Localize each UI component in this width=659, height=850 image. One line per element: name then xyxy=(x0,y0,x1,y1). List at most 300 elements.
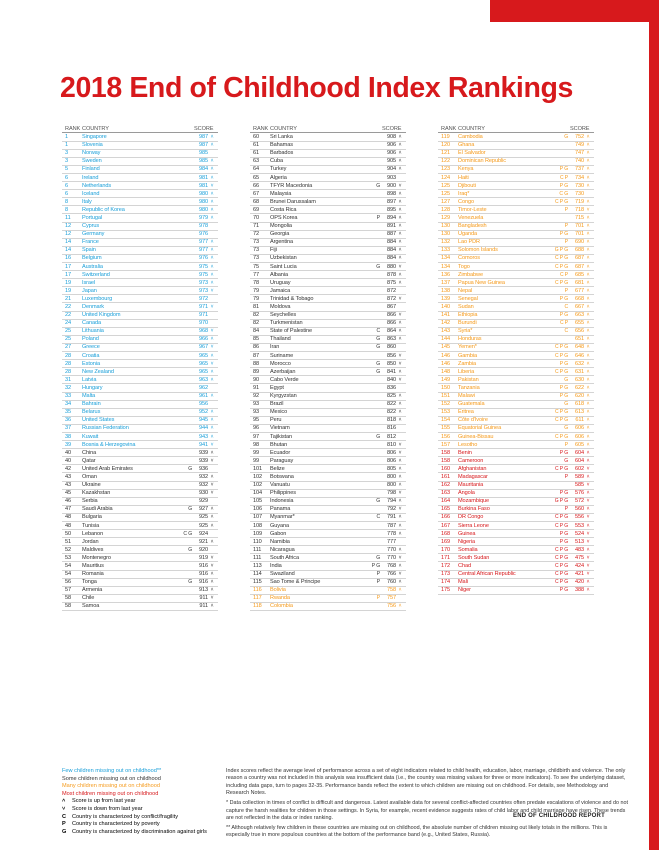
score-cell: 966 xyxy=(198,336,208,343)
score-cell: 976 xyxy=(198,255,208,262)
score-up-icon: ˄ xyxy=(586,320,590,327)
score-up-icon: ˄ xyxy=(586,336,590,343)
country-cell: Mexico xyxy=(270,409,288,416)
rank-cell: 108 xyxy=(253,522,263,529)
country-cell: Cabo Verde xyxy=(270,376,299,383)
score-cell: 777 xyxy=(386,538,396,545)
score-cell: 913 xyxy=(198,587,208,594)
table-row xyxy=(62,368,218,376)
score-cell: 903 xyxy=(386,174,396,181)
score-up-icon: ˄ xyxy=(586,368,590,375)
country-cell: Iraq* xyxy=(458,190,470,197)
score-down-icon: ˅ xyxy=(210,554,214,561)
characterization-flags: P G xyxy=(559,538,568,545)
characterization-flags: C P G xyxy=(554,279,568,286)
score-up-icon: ˄ xyxy=(210,376,214,383)
country-cell: Oman xyxy=(82,473,97,480)
rank-cell: 31 xyxy=(65,376,72,383)
score-cell: 864 xyxy=(386,328,396,335)
score-cell: 475 xyxy=(574,554,584,561)
table-row xyxy=(438,271,594,279)
characterization-flags: P xyxy=(564,473,568,480)
country-cell: Latvia xyxy=(82,376,97,383)
rank-cell: 114 xyxy=(253,571,262,578)
table-row xyxy=(62,190,218,198)
country-cell: Somalia xyxy=(458,546,478,553)
country-cell: Liberia xyxy=(458,368,475,375)
country-cell: South Sudan xyxy=(458,554,490,561)
table-row xyxy=(438,425,594,433)
table-row xyxy=(250,134,406,142)
score-up-icon: ˄ xyxy=(586,457,590,464)
country-cell: Bahamas xyxy=(270,142,293,149)
rank-cell: 79 xyxy=(253,287,260,294)
rank-cell: 161 xyxy=(441,473,451,480)
score-up-icon: ˄ xyxy=(586,401,590,408)
table-row xyxy=(62,328,218,336)
score-cell: 756 xyxy=(386,603,396,610)
rank-cell: 75 xyxy=(253,263,260,270)
table-row xyxy=(62,271,218,279)
characterization-flags: P G xyxy=(371,563,380,570)
score-up-icon: ˄ xyxy=(210,571,214,578)
score-cell: 987 xyxy=(198,142,208,149)
rank-cell: 22 xyxy=(65,312,72,319)
score-down-icon: ˅ xyxy=(210,595,214,602)
rank-cell: 24 xyxy=(65,320,72,327)
country-cell: Belgium xyxy=(82,255,102,262)
characterization-flags: G xyxy=(564,457,568,464)
rank-cell: 57 xyxy=(65,587,72,594)
rank-cell: 3 xyxy=(65,150,69,157)
country-header: COUNTRY xyxy=(82,126,109,132)
country-cell: Spain xyxy=(82,247,96,254)
rank-cell: 12 xyxy=(65,223,72,230)
rank-cell: 153 xyxy=(441,409,451,416)
characterization-flags: C xyxy=(376,328,380,335)
score-up-icon: ˄ xyxy=(398,336,402,343)
score-up-icon: ˄ xyxy=(210,158,214,165)
table-row xyxy=(438,538,594,546)
score-cell: 906 xyxy=(386,142,396,149)
country-cell: Cyprus xyxy=(82,223,100,230)
score-up-icon: ˄ xyxy=(398,393,402,400)
score-cell: 911 xyxy=(199,595,208,602)
score-cell: 968 xyxy=(198,328,208,335)
country-cell: Nicaragua xyxy=(270,546,295,553)
country-cell: Uganda xyxy=(458,231,477,238)
score-cell: 622 xyxy=(574,384,584,391)
rank-cell: 6 xyxy=(65,174,69,181)
score-cell: 740 xyxy=(574,158,584,165)
rank-cell: 146 xyxy=(441,360,451,367)
ranking-column-2 xyxy=(250,124,406,611)
score-down-icon: ˅ xyxy=(398,360,402,367)
country-cell: Afghanistan xyxy=(458,465,487,472)
rank-cell: 97 xyxy=(253,433,260,440)
table-row xyxy=(250,287,406,295)
rank-cell: 6 xyxy=(65,190,69,197)
characterization-flags: C xyxy=(376,514,380,521)
rank-cell: 79 xyxy=(253,295,260,302)
legend-key-item xyxy=(62,798,212,806)
rank-cell: 17 xyxy=(65,263,72,270)
score-up-icon: ˄ xyxy=(586,393,590,400)
score-cell: 863 xyxy=(386,336,396,343)
top-red-bar xyxy=(490,0,659,22)
country-cell: Gabon xyxy=(270,530,287,537)
rank-cell: 175 xyxy=(441,587,451,594)
table-row xyxy=(438,433,594,441)
score-cell: 687 xyxy=(574,255,584,262)
characterization-flags: G xyxy=(564,376,568,383)
score-cell: 604 xyxy=(574,457,584,464)
country-cell: Peru xyxy=(270,417,282,424)
score-up-icon: ˄ xyxy=(586,304,590,311)
characterization-flags: G xyxy=(564,425,568,432)
score-cell: 878 xyxy=(386,271,396,278)
table-row xyxy=(438,562,594,570)
characterization-flags: G xyxy=(376,344,380,351)
rank-cell: 56 xyxy=(65,579,72,586)
rank-cell: 66 xyxy=(253,182,260,189)
score-cell: 962 xyxy=(198,384,208,391)
score-up-icon: ˄ xyxy=(398,198,402,205)
country-cell: Brunei Darussalam xyxy=(270,198,316,205)
country-cell: Namibia xyxy=(270,538,290,545)
rank-cell: 81 xyxy=(253,304,260,311)
table-row xyxy=(250,401,406,409)
table-row xyxy=(250,247,406,255)
rank-cell: 167 xyxy=(441,522,451,529)
score-cell: 925 xyxy=(198,514,208,521)
characterization-flags: C xyxy=(564,304,568,311)
score-cell: 897 xyxy=(386,198,396,205)
score-cell: 856 xyxy=(386,352,396,359)
table-row xyxy=(62,554,218,562)
score-up-icon: ˄ xyxy=(586,360,590,367)
table-row xyxy=(250,449,406,457)
score-up-icon: ˄ xyxy=(210,514,214,521)
rank-header: RANK xyxy=(441,126,457,132)
score-up-icon: ˄ xyxy=(586,214,590,221)
rank-cell: 3 xyxy=(65,158,69,165)
score-up-icon: ˄ xyxy=(398,457,402,464)
country-cell: China xyxy=(82,449,97,456)
score-cell: 715 xyxy=(574,214,584,221)
score-up-icon: ˄ xyxy=(586,150,590,157)
table-row xyxy=(62,401,218,409)
characterization-flags: P G xyxy=(559,360,568,367)
score-cell: 866 xyxy=(386,320,396,327)
page-title: 2018 End of Childhood Index Rankings xyxy=(60,72,573,104)
country-cell: Sao Tome & Principe xyxy=(270,579,321,586)
country-cell: Guatemala xyxy=(458,401,485,408)
score-cell: 424 xyxy=(574,563,584,570)
score-cell: 730 xyxy=(574,182,584,189)
table-row xyxy=(250,352,406,360)
table-row xyxy=(62,263,218,271)
table-row xyxy=(438,344,594,352)
score-up-icon: ˄ xyxy=(586,473,590,480)
table-row xyxy=(62,174,218,182)
score-cell: 687 xyxy=(574,263,584,270)
country-cell: Ethiopia xyxy=(458,312,478,319)
score-up-icon: ˄ xyxy=(398,166,402,173)
rank-cell: 107 xyxy=(253,514,263,521)
table-row xyxy=(250,174,406,182)
legend-key-text: Score is down from last year xyxy=(72,805,143,812)
country-cell: Bulgaria xyxy=(82,514,102,521)
rank-cell: 136 xyxy=(441,271,451,278)
score-cell: 920 xyxy=(198,546,208,553)
score-up-icon: ˄ xyxy=(398,522,402,529)
rank-cell: 123 xyxy=(441,166,451,173)
table-row xyxy=(62,522,218,530)
country-cell: Uzbekistan xyxy=(270,255,297,262)
score-up-icon: ˄ xyxy=(210,417,214,424)
country-cell: Bolivia xyxy=(270,587,286,594)
table-row xyxy=(62,279,218,287)
table-row xyxy=(438,287,594,295)
report-footer: END OF CHILDHOOD REPORT xyxy=(513,813,605,819)
score-cell: 836 xyxy=(386,384,396,391)
rank-cell: 115 xyxy=(253,579,262,586)
score-cell: 792 xyxy=(386,506,396,513)
score-cell: 613 xyxy=(574,409,584,416)
score-up-icon: ˄ xyxy=(210,433,214,440)
score-up-icon: ˄ xyxy=(586,312,590,319)
rank-cell: 101 xyxy=(253,465,263,472)
score-cell: 810 xyxy=(386,441,396,448)
table-row xyxy=(250,530,406,538)
country-cell: Republic of Korea xyxy=(82,206,125,213)
score-up-icon: ˄ xyxy=(398,498,402,505)
rank-cell: 163 xyxy=(441,490,451,497)
country-cell: Congo xyxy=(458,198,474,205)
rank-cell: 146 xyxy=(441,352,451,359)
characterization-flags: P xyxy=(564,506,568,513)
score-cell: 747 xyxy=(574,150,584,157)
rank-cell: 171 xyxy=(441,554,451,561)
country-cell: Malawi xyxy=(458,393,475,400)
rank-cell: 130 xyxy=(441,223,451,230)
score-cell: 778 xyxy=(386,530,396,537)
table-row xyxy=(62,198,218,206)
table-row xyxy=(438,417,594,425)
score-up-icon: ˄ xyxy=(398,158,402,165)
table-row xyxy=(62,393,218,401)
country-cell: Cambodia xyxy=(458,134,483,141)
score-cell: 872 xyxy=(386,287,396,294)
score-down-icon: ˅ xyxy=(398,352,402,359)
characterization-flags: C P G xyxy=(554,433,568,440)
note-conflict: * Data collection in times of conflict is difficult and dangerous. Latest available data for several conflict-affected countries often predate escalations of violence and do not capture the harsh realities for children in those settings. In Syria, for example, recent evidence suggests rates of child labor and child marriage have risen. These trends are not reflected in the data or index ranking. xyxy=(226,800,628,822)
table-row xyxy=(62,376,218,384)
score-cell: 806 xyxy=(386,449,396,456)
country-cell: Seychelles xyxy=(270,312,297,319)
rank-cell: 166 xyxy=(441,514,451,521)
rank-cell: 106 xyxy=(253,506,263,513)
table-row xyxy=(62,587,218,595)
characterization-flags: G xyxy=(188,546,192,553)
score-cell: 787 xyxy=(386,522,396,529)
country-cell: Côte d'Ivoire xyxy=(458,417,488,424)
table-row xyxy=(250,206,406,214)
characterization-flags: P G xyxy=(559,490,568,497)
score-cell: 984 xyxy=(198,166,208,173)
country-cell: Turkmenistan xyxy=(270,320,303,327)
rank-cell: 73 xyxy=(253,247,260,254)
rank-cell: 125 xyxy=(441,182,451,189)
score-up-icon: ˄ xyxy=(210,174,214,181)
score-down-icon: ˅ xyxy=(398,449,402,456)
rank-cell: 84 xyxy=(253,328,260,335)
characterization-flags: P xyxy=(376,571,380,578)
score-down-icon: ˅ xyxy=(398,312,402,319)
score-cell: 812 xyxy=(386,433,396,440)
rank-cell: 73 xyxy=(253,239,260,246)
rank-cell: 133 xyxy=(441,247,451,254)
legend-symbol: G xyxy=(62,828,67,835)
country-cell: Mali xyxy=(458,579,468,586)
score-cell: 932 xyxy=(198,473,208,480)
table-row xyxy=(438,239,594,247)
rank-cell: 22 xyxy=(65,304,72,311)
score-up-icon: ˄ xyxy=(210,271,214,278)
score-cell: 916 xyxy=(198,563,208,570)
country-cell: Iran xyxy=(270,344,280,351)
score-up-icon: ˄ xyxy=(398,482,402,489)
characterization-flags: C P xyxy=(559,174,568,181)
rank-cell: 149 xyxy=(441,376,451,383)
score-up-icon: ˄ xyxy=(586,490,590,497)
country-cell: State of Palestine xyxy=(270,328,313,335)
score-cell: 605 xyxy=(574,441,584,448)
characterization-flags: C P G xyxy=(554,255,568,262)
table-row xyxy=(250,142,406,150)
table-row xyxy=(438,393,594,401)
country-header: COUNTRY xyxy=(270,126,297,132)
country-cell: Malaysia xyxy=(270,190,292,197)
rank-cell: 27 xyxy=(65,344,72,351)
score-cell: 632 xyxy=(574,360,584,367)
characterization-flags: C P G xyxy=(554,352,568,359)
table-row xyxy=(250,360,406,368)
score-cell: 932 xyxy=(198,482,208,489)
characterization-flags: P xyxy=(376,214,380,221)
country-cell: Honduras xyxy=(458,336,482,343)
score-up-icon: ˄ xyxy=(398,255,402,262)
rank-cell: 113 xyxy=(253,563,262,570)
rank-cell: 8 xyxy=(65,206,69,213)
country-cell: Bahrain xyxy=(82,401,101,408)
table-row xyxy=(250,231,406,239)
table-header xyxy=(438,124,594,133)
table-row xyxy=(250,376,406,384)
score-cell: 971 xyxy=(198,312,208,319)
rank-cell: 60 xyxy=(253,134,260,141)
score-up-icon: ˄ xyxy=(586,198,590,205)
ranking-column-1 xyxy=(62,124,218,611)
country-cell: Switzerland xyxy=(82,271,110,278)
score-up-icon: ˄ xyxy=(398,231,402,238)
country-cell: Lithuania xyxy=(82,328,104,335)
rank-cell: 40 xyxy=(65,457,72,464)
score-cell: 908 xyxy=(386,134,396,141)
country-cell: Kazakhstan xyxy=(82,490,111,497)
country-cell: Belarus xyxy=(82,409,101,416)
table-row xyxy=(438,312,594,320)
characterization-flags: G xyxy=(564,134,568,141)
legend-key-item xyxy=(62,814,212,822)
score-cell: 977 xyxy=(198,239,208,246)
characterization-flags: C P G xyxy=(554,514,568,521)
score-cell: 701 xyxy=(574,223,584,230)
score-up-icon: ˄ xyxy=(586,417,590,424)
score-up-icon: ˄ xyxy=(210,214,214,221)
score-cell: 556 xyxy=(574,514,584,521)
score-cell: 589 xyxy=(574,473,584,480)
table-row xyxy=(250,344,406,352)
country-cell: Albania xyxy=(270,271,288,278)
characterization-flags: G P G xyxy=(554,247,568,254)
country-cell: Comoros xyxy=(458,255,480,262)
characterization-flags: C xyxy=(564,328,568,335)
score-up-icon: ˄ xyxy=(586,579,590,586)
country-cell: Cameroon xyxy=(458,457,484,464)
score-cell: 921 xyxy=(198,538,208,545)
legend-key-item xyxy=(62,829,212,837)
rank-cell: 102 xyxy=(253,482,263,489)
rank-cell: 16 xyxy=(65,255,72,262)
table-row xyxy=(250,595,406,603)
table-row xyxy=(250,562,406,570)
rank-cell: 116 xyxy=(253,587,262,594)
score-up-icon: ˄ xyxy=(210,352,214,359)
rank-cell: 28 xyxy=(65,360,72,367)
country-cell: Samoa xyxy=(82,603,100,610)
rank-cell: 48 xyxy=(65,514,72,521)
country-cell: Estonia xyxy=(82,360,100,367)
score-cell: 734 xyxy=(574,174,584,181)
score-cell: 606 xyxy=(574,433,584,440)
rank-cell: 17 xyxy=(65,271,72,278)
rank-cell: 70 xyxy=(253,214,260,221)
table-row xyxy=(62,206,218,214)
score-cell: 420 xyxy=(574,579,584,586)
characterization-flags: G P G xyxy=(554,498,568,505)
score-up-icon: ˄ xyxy=(210,409,214,416)
rank-cell: 128 xyxy=(441,206,451,213)
rank-cell: 93 xyxy=(253,409,260,416)
rank-cell: 120 xyxy=(441,142,451,149)
table-row xyxy=(250,255,406,263)
country-cell: Vietnam xyxy=(270,425,290,432)
country-cell: Algeria xyxy=(270,174,287,181)
country-cell: Romania xyxy=(82,571,104,578)
country-cell: Bangladesh xyxy=(458,223,487,230)
score-down-icon: ˅ xyxy=(586,554,590,561)
table-row xyxy=(250,150,406,158)
table-header xyxy=(62,124,218,133)
country-cell: Tajikistan xyxy=(270,433,293,440)
rank-cell: 61 xyxy=(253,142,260,149)
score-up-icon: ˄ xyxy=(210,190,214,197)
score-cell: 840 xyxy=(386,376,396,383)
rank-cell: 53 xyxy=(65,554,72,561)
table-row xyxy=(62,425,218,433)
